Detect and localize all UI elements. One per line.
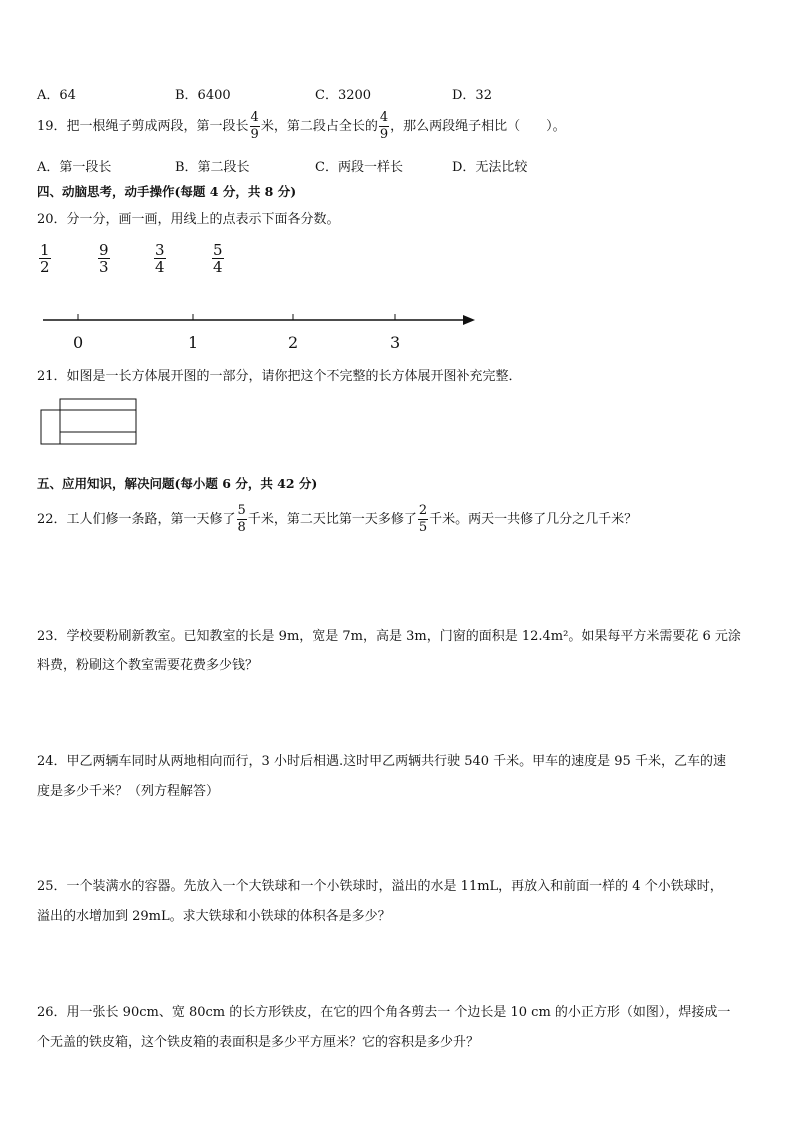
net-main-rect <box>60 399 136 444</box>
q19-fraction-1 <box>250 110 260 143</box>
q20-frac2-num: 9 <box>99 241 109 259</box>
q19-text-part1: 19．把一根绳子剪成两段，第一段长 <box>37 119 249 134</box>
q19-option-d: D．无法比较 <box>452 160 528 175</box>
number-line-arrow <box>463 315 475 325</box>
q19-fraction-2 <box>379 110 389 143</box>
q19-option-b: B．第二段长 <box>175 160 250 175</box>
tick-label-3: 3 <box>390 333 401 352</box>
q20-frac3-den: 4 <box>155 258 165 276</box>
tick-label-0: 0 <box>73 333 84 352</box>
q22-frac2-den: 5 <box>418 520 428 535</box>
question-21: 21．如图是一长方体展开图的一部分，请你把这个不完整的长方体展开图补充完整． <box>37 369 522 384</box>
q22-text-part2: 千米，第二天比第一天多修了 <box>247 512 417 527</box>
q18-option-c: C．3200 <box>315 88 372 103</box>
q20-frac2-den: 3 <box>99 258 109 276</box>
q20-frac4-num: 5 <box>213 241 223 259</box>
question-22 <box>37 503 637 536</box>
question-26-line-2: 个无盖的铁皮箱，这个铁皮箱的表面积是多少平方厘米？它的容积是多少升？ <box>37 1035 480 1050</box>
question-24-line-2: 度是多少千米？（列方程解答） <box>37 784 220 799</box>
q19-text-part2: 米，第二段占全长的 <box>260 119 378 134</box>
q20-frac1-den: 2 <box>40 258 50 276</box>
q19-frac2-num: 4 <box>379 110 389 125</box>
q20-fraction-3 <box>153 242 167 275</box>
q20-frac4-den: 4 <box>213 258 223 276</box>
section-5-title: 五、应用知识，解决问题(每小题 6 分，共 42 分) <box>37 476 318 491</box>
question-25-line-1: 25．一个装满水的容器。先放入一个大铁球和一个小铁球时，溢出的水是 11mL，再放入和前面一样的 4 个小铁球时， <box>37 879 723 894</box>
q20-fraction-1 <box>38 242 52 275</box>
q22-text-part1: 22．工人们修一条路，第一天修了 <box>37 512 236 527</box>
q18-option-b: B．6400 <box>175 88 231 103</box>
q19-frac1-num: 4 <box>250 110 259 125</box>
q22-frac1-den: 8 <box>237 520 246 535</box>
question-23-line-1: 23．学校要粉刷新教室。已知教室的长是 9m，宽是 7m，高是 3m，门窗的面积是 12.4m²。如果每平方米需要花 6 元涂 <box>37 629 741 644</box>
q18-option-d: D．32 <box>452 88 492 103</box>
question-19 <box>37 110 566 143</box>
q19-frac2-den: 9 <box>379 127 389 142</box>
question-24-line-1: 24．甲乙两辆车同时从两地相向而行，3 小时后相遇.这时甲乙两辆共行驶 540 千米。甲车的速度是 95 千米，乙车的速 <box>37 754 726 769</box>
q19-frac1-den: 9 <box>250 127 259 142</box>
tick-label-2: 2 <box>288 333 299 352</box>
q22-frac2-num: 2 <box>418 503 428 518</box>
number-line <box>0 305 500 335</box>
question-26-line-1: 26．用一张长 90cm、宽 80cm 的长方形铁皮，在它的四个角各剪去一 个边长是 10 cm 的小正方形（如图），焊接成一 <box>37 1005 731 1020</box>
q22-frac1-num: 5 <box>237 503 246 518</box>
q22-fraction-2 <box>418 503 428 536</box>
q19-option-c: C．两段一样长 <box>315 160 403 175</box>
question-23-line-2: 料费，粉刷这个教室需要花费多少钱？ <box>37 658 259 673</box>
section-4-title: 四、动脑思考，动手操作(每题 4 分，共 8 分) <box>37 184 297 199</box>
q19-option-a: A．第一段长 <box>37 160 112 175</box>
q18-option-a: A．64 <box>37 88 76 103</box>
net-side-rect <box>41 410 60 444</box>
q20-frac3-num: 3 <box>155 241 165 259</box>
tick-label-1: 1 <box>188 333 199 352</box>
cuboid-net-diagram <box>38 396 142 448</box>
q20-fraction-2 <box>97 242 111 275</box>
question-20: 20．分一分，画一画，用线上的点表示下面各分数。 <box>37 212 340 227</box>
question-25-line-2: 溢出的水增加到 29mL。求大铁球和小铁球的体积各是多少？ <box>37 909 391 924</box>
q20-fraction-4 <box>211 242 225 275</box>
q20-frac1-num: 1 <box>40 241 50 259</box>
q22-text-part3: 千米。两天一共修了几分之几千米？ <box>429 512 638 527</box>
q19-text-part3: ，那么两段绳子相比（ ）。 <box>390 119 566 134</box>
q22-fraction-1 <box>237 503 247 536</box>
